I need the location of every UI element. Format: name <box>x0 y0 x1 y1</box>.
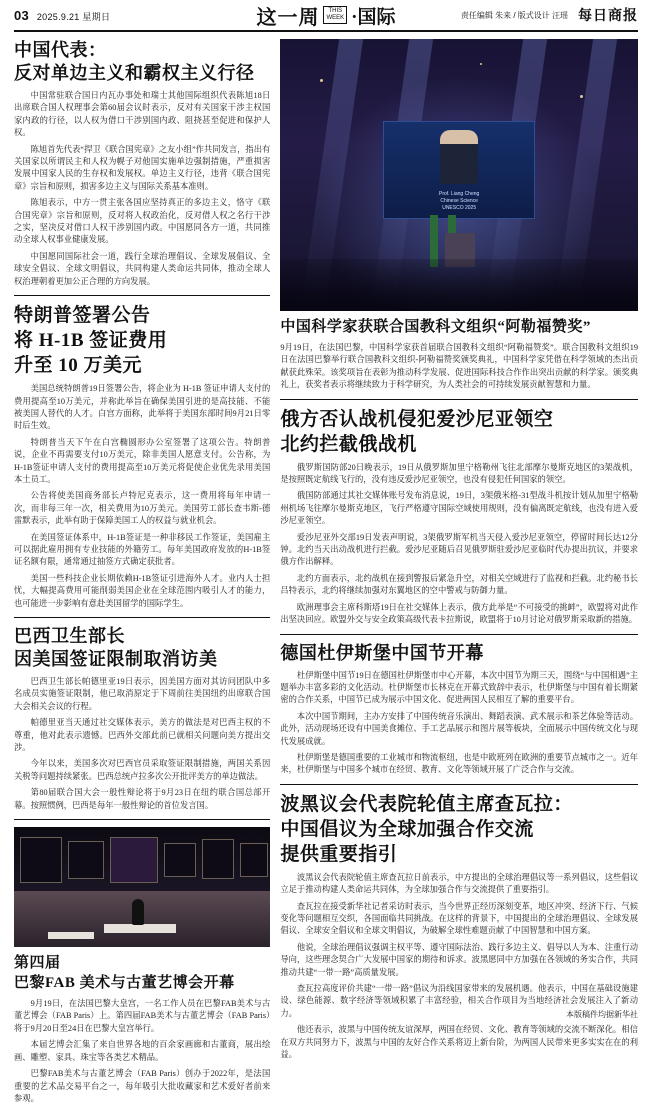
paragraph: 查瓦拉高度评价共建“一带一路”倡议为沿线国家带来的发展机遇。他表示，中国在基础设施建设、绿色能源、数字经济等领域积累了丰富经验，相关合作项目为当地经济社会发展注入了新动力。 <box>280 984 638 1018</box>
divider <box>280 784 638 785</box>
article-headline <box>280 792 638 867</box>
headline-line-2: 反对单边主义和霸权主义行径 <box>14 63 255 83</box>
headline-line-1: 巴西卫生部长 <box>14 626 125 646</box>
paragraph: 俄罗斯国防部20日晚表示，19日从俄罗斯加里宁格勒州飞往北部摩尔曼斯克地区的3架战机，是按照既定航线飞行的，没有违反爱沙尼亚领空，也没有侵犯任何国家的领空。 <box>280 462 638 485</box>
masthead <box>14 0 638 32</box>
visitor <box>132 899 144 925</box>
display-table <box>48 932 94 939</box>
speaker-portrait <box>440 130 478 184</box>
artwork <box>68 841 104 879</box>
left-column <box>14 39 271 1103</box>
paragraph: 他还表示，波黑与中国传统友谊深厚，两国在经贸、文化、教育等领域的交流不断深化。相信在双方共同努力下，波黑与中国的友好合作关系将迈上新台阶，为两国人民带来更多实实在在的利益。 <box>280 1025 638 1060</box>
article-trump-h1b <box>14 303 270 610</box>
editor-credits: 责任编辑 朱来 / 版式设计 汪瑶 <box>460 10 568 20</box>
article-bosnia-speaker <box>280 792 638 1062</box>
headline-line-3: 提供重要指引 <box>280 843 398 865</box>
paragraph: 陈旭表示，中方一贯主张各国应坚持真正的多边主义，恪守《联合国宪章》宗旨和原则，反对将人权政治化，反对借人权之名行干涉之实，坚决反对借口人权干涉别国内政。中国愿同各方一道，共同推动全球人权事业健康发展。 <box>14 198 271 245</box>
artwork <box>202 839 234 879</box>
paragraph: 公告将使美国商务部长卢特尼克表示，这一费用将每年申请一次，而非每三年一次，相关费用为10万美元。美国劳工部长查韦斯-德雷默表示，此举有助于保障美国工人的权益与就业机会。 <box>14 491 271 526</box>
paragraph: 今年以来，美国多次对巴西官员采取签证限制措施，两国关系因关税等问题持续紧张。巴西总统卢拉多次公开批评美方的单边做法。 <box>14 759 271 781</box>
display-table <box>104 924 176 933</box>
paragraph: 波黑议会代表院轮值主席查瓦拉日前表示，中方提出的全球治理倡议等一系列倡议，这些倡议立足于推动构建人类命运共同体，为全球加强合作与交流提供了重要指引。 <box>280 872 638 895</box>
paragraph: 本次中国节期间，主办方安排了中国传统音乐演出、舞蹈表演、武术展示和茶艺体验等活动。此外，活动现场还设有中国美食摊位、手工艺品展示和图片展等板块，全面展示中国传统文化与现代发展成就。 <box>280 711 638 746</box>
headline-line-2: 北约拦截俄战机 <box>280 433 417 455</box>
stage-light <box>580 95 583 98</box>
brand-en-top: THIS <box>328 8 343 14</box>
article-headline <box>14 625 270 671</box>
masthead-right <box>461 5 638 25</box>
headline-line-3: 升至 10 万美元 <box>14 355 143 377</box>
headline-line-2: 将 H-1B 签证费用 <box>14 330 168 352</box>
article-brazil-health-minister <box>14 625 270 812</box>
divider <box>14 295 270 296</box>
article-headline <box>14 953 270 993</box>
divider <box>280 399 638 400</box>
headline-line-1: 波黑议会代表院轮值主席查瓦拉： <box>280 793 573 815</box>
paragraph: 9月19日，在法国巴黎大皇宫，一名工作人员在巴黎FAB美术与古董艺博会（FAB Paris）上。第四届FAB美术与古董艺博会（FAB Paris）将于9月20日至24日在巴黎大皇宫举行。 <box>14 999 271 1033</box>
brand-title-cn: 这一周 <box>256 6 320 29</box>
gallery-photo <box>14 827 270 947</box>
paragraph: 在美国签证体系中，H-1B签证是一种非移民工作签证，美国雇主可以据此雇用拥有专业技能的外籍劳工。每年美国政府发放的H-1B签证名额有限，通常通过抽签方式确定获批者。 <box>14 532 271 567</box>
paragraph: 帕德里亚当天通过社交媒体表示，美方的做法是对巴西主权的不尊重，他对此表示遗憾。巴西外交部此前已就相关问题向美方提出交涉。 <box>14 718 271 753</box>
publish-date: 2025.9.21 星期日 <box>36 11 111 22</box>
headline-line-1: 第四届 <box>14 955 61 972</box>
masthead-left <box>14 8 110 23</box>
artwork <box>164 843 196 877</box>
headline-line-1: 特朗普签署公告 <box>14 305 151 327</box>
screen-caption: Prof. Liang Cheng Chinese Science UNESCO 2025 <box>439 190 480 211</box>
divider <box>14 617 270 618</box>
divider <box>280 634 638 635</box>
stage-screen <box>383 121 535 219</box>
paragraph: 本届艺博会汇集了来自世界各地的百余家画廊和古董商，展出绘画、雕塑、家具、珠宝等各类艺术精品。 <box>14 1040 271 1062</box>
paragraph: 中国常驻联合国日内瓦办事处和瑞士其他国际组织代表陈旭18日出席联合国人权理事会第60届会议时表示，反对有关国家干涉主权国家内政的行径，以人权为借口干涉别国内政、阻挠甚至促进和保护人权。 <box>14 91 271 138</box>
stage-light <box>480 63 482 65</box>
paragraph: 陈旭首先代表“捍卫《联合国宪章》之友小组”作共同发言，指出有关国家以所谓民主和人权为幌子对他国实施单边强制措施，严重损害发展中国家人民的生存权和发展权。单边主义行径，违背《联合国宪章》宗旨和原则，损害多边主义与国际关系基本准则。 <box>14 144 271 191</box>
paragraph: 杜伊斯堡是德国重要的工业城市和物流枢纽，也是中欧班列在欧洲的重要节点城市之一。近年来，杜伊斯堡与中国多个城市在经贸、教育、文化等领域开展了广泛合作与交流。 <box>280 752 638 775</box>
paragraph: 欧洲理事会主席科斯塔19日在社交媒体上表示，俄方此举是“不可接受的挑衅”，欧盟将对此作出坚决回应。欧盟外交与安全政策高级代表卡拉斯说，欧盟将于10月讨论对俄罗斯采取新的措施。 <box>280 602 638 625</box>
award-ceremony-photo <box>280 39 638 311</box>
paragraph: 巴黎FAB美术与古董艺博会（FAB Paris）创办于2022年，是法国重要的艺术品交易平台之一，每年吸引大批收藏家和艺术爱好者前来参观。 <box>14 1069 271 1103</box>
paragraph: 特朗普当天下午在白宫椭圆形办公室签署了这项公告。特朗普说，企业不再需要支付10万美元，除非美国人愿意支付。公告称，为H-1B签证申请人支付的费用提高至10万美元将促使企业优先录用美国本土员工。 <box>14 437 271 484</box>
paragraph: 爱沙尼亚外交部19日发表声明说，3架俄罗斯军机当天侵入爱沙尼亚领空，停留时间长达12分钟。北约当天出动战机进行拦截。爱沙尼亚随后召见俄罗斯驻爱沙尼亚临时代办提出抗议，并要求俄方作出解释。 <box>280 532 638 567</box>
article-russia-estonia-airspace <box>280 407 638 627</box>
headline-line-1: 俄方否认战机侵犯爱沙尼亚领空 <box>280 408 554 430</box>
brand-title-en <box>323 6 347 24</box>
article-china-representative <box>14 39 270 288</box>
paragraph: 巴西卫生部长帕德里亚19日表示，因美国方面对其访问团队中多名成员实施签证限制，他已取消原定于下周前往美国纽约出席联合国大会相关会议的行程。 <box>14 677 271 711</box>
paragraph: 北约方面表示，北约战机在接到警报后紧急升空，对相关空域进行了监视和拦截。北约秘书长吕特表示，北约将继续加强对东翼地区的空中警戒与防御力量。 <box>280 573 638 596</box>
paragraph: 他说，全球治理倡议强调主权平等、遵守国际法治、践行多边主义、倡导以人为本、注重行动导向，这些理念契合广大发展中国家的期待和诉求。波黑愿同中方加强在各领域的务实合作，共同推动共建“一带一路”高质量发展。 <box>280 942 638 977</box>
paragraph: 第80届联合国大会一般性辩论将于9月23日在纽约联合国总部开幕。按照惯例，巴西是每年一般性辩论的首位发言国。 <box>14 788 271 810</box>
divider <box>14 819 270 820</box>
paragraph: 查瓦拉在接受新华社记者采访时表示，当今世界正经历深刻变革，地区冲突、经济下行、气候变化等问题相互交织，各国面临共同挑战。在这样的背景下，中国提出的全球治理倡议、全球发展倡议、全球安全倡议和全球文明倡议，为破解全球性难题贡献了中国智慧和中国方案。 <box>280 901 638 936</box>
paper-name: 每日商报 <box>578 9 638 24</box>
artwork <box>20 837 62 883</box>
brand-en-bottom: WEEK <box>326 15 345 21</box>
paragraph: 杜伊斯堡中国节19日在德国杜伊斯堡市中心开幕，本次中国节为期三天，围绕“与中国相遇”主题举办丰富多彩的文化活动。杜伊斯堡市长林克在开幕式致辞中表示，杜伊斯堡与中国有着长期紧密的合作关系，中国节已成为展示中国文化、促进两国人民相互了解的重要平台。 <box>280 670 638 705</box>
page-footer: 本版稿件均据新华社 <box>566 1010 638 1019</box>
artwork <box>110 837 158 883</box>
paragraph: 中国愿同国际社会一道，践行全球治理倡议、全球发展倡议、全球安全倡议、全球文明倡议，共同构建人类命运共同体，推动全球人权治理朝着更加公正合理的方向发展。 <box>14 251 271 286</box>
headline-line-1: 中国代表： <box>14 40 107 60</box>
headline-line-2: 中国倡议为全球加强合作交流 <box>280 818 534 840</box>
stage-light <box>320 79 323 82</box>
article-headline <box>14 39 270 85</box>
photo-caption-headline: 中国科学家获联合国教科文组织“阿勒福赞奖” <box>280 319 591 335</box>
page-number: 03 <box>14 7 30 23</box>
article-headline <box>280 407 638 457</box>
headline-line-2: 因美国签证限制取消访美 <box>14 649 218 669</box>
paragraph: 俄国防部通过其社交媒体账号发布消息说，19日，3架俄米格-31型战斗机按计划从加里宁格勒州机场飞往摩尔曼斯克地区，飞行严格遵守国际空域使用规则，没有偏离既定航线，也没有进入爱沙尼亚领空。 <box>280 491 638 526</box>
section-name: ·国际 <box>351 6 396 28</box>
paragraph: 美国一些科技企业长期依赖H-1B签证引进海外人才。业内人士担忧，大幅提高费用可能削弱美国企业在全球范围内吸引人才的能力，也可能进一步影响有意赴美国留学的国际学生。 <box>14 573 271 608</box>
headline-line-2: 巴黎FAB 美术与古董艺博会开幕 <box>14 975 235 992</box>
artwork <box>240 843 268 877</box>
article-headline: 德国杜伊斯堡中国节开幕 <box>280 642 484 663</box>
paragraph: 美国总统特朗普19日签署公告，将企业为 H-1B 签证申请人支付的费用提高至10万美元，并称此举旨在确保美国引进的是高技能、不能被美国人替代的人才。白宫方面称，此举将于美国东部时间9月21日零时后生效。 <box>14 384 271 431</box>
article-headline <box>14 303 270 378</box>
photo-caption: 9月19日，在法国巴黎，中国科学家获首届联合国教科文组织“阿勒福赞奖”。联合国教科文组织19日在法国巴黎举行联合国教科文组织-阿勒福赞奖颁奖典礼，中国科学家凭借在科学领域的杰出贡献获此殊荣。该奖项旨在表彰为推动科学发展、促进国际科技合作作出突出贡献的科学家。颁奖典礼上，获奖者表示将继续致力于科学研究，为人类社会的可持续发展贡献智慧和力量。 <box>280 343 638 390</box>
audience <box>280 259 638 311</box>
article-duisburg-china-festival <box>280 642 638 777</box>
article-fab-paris <box>14 953 270 1105</box>
